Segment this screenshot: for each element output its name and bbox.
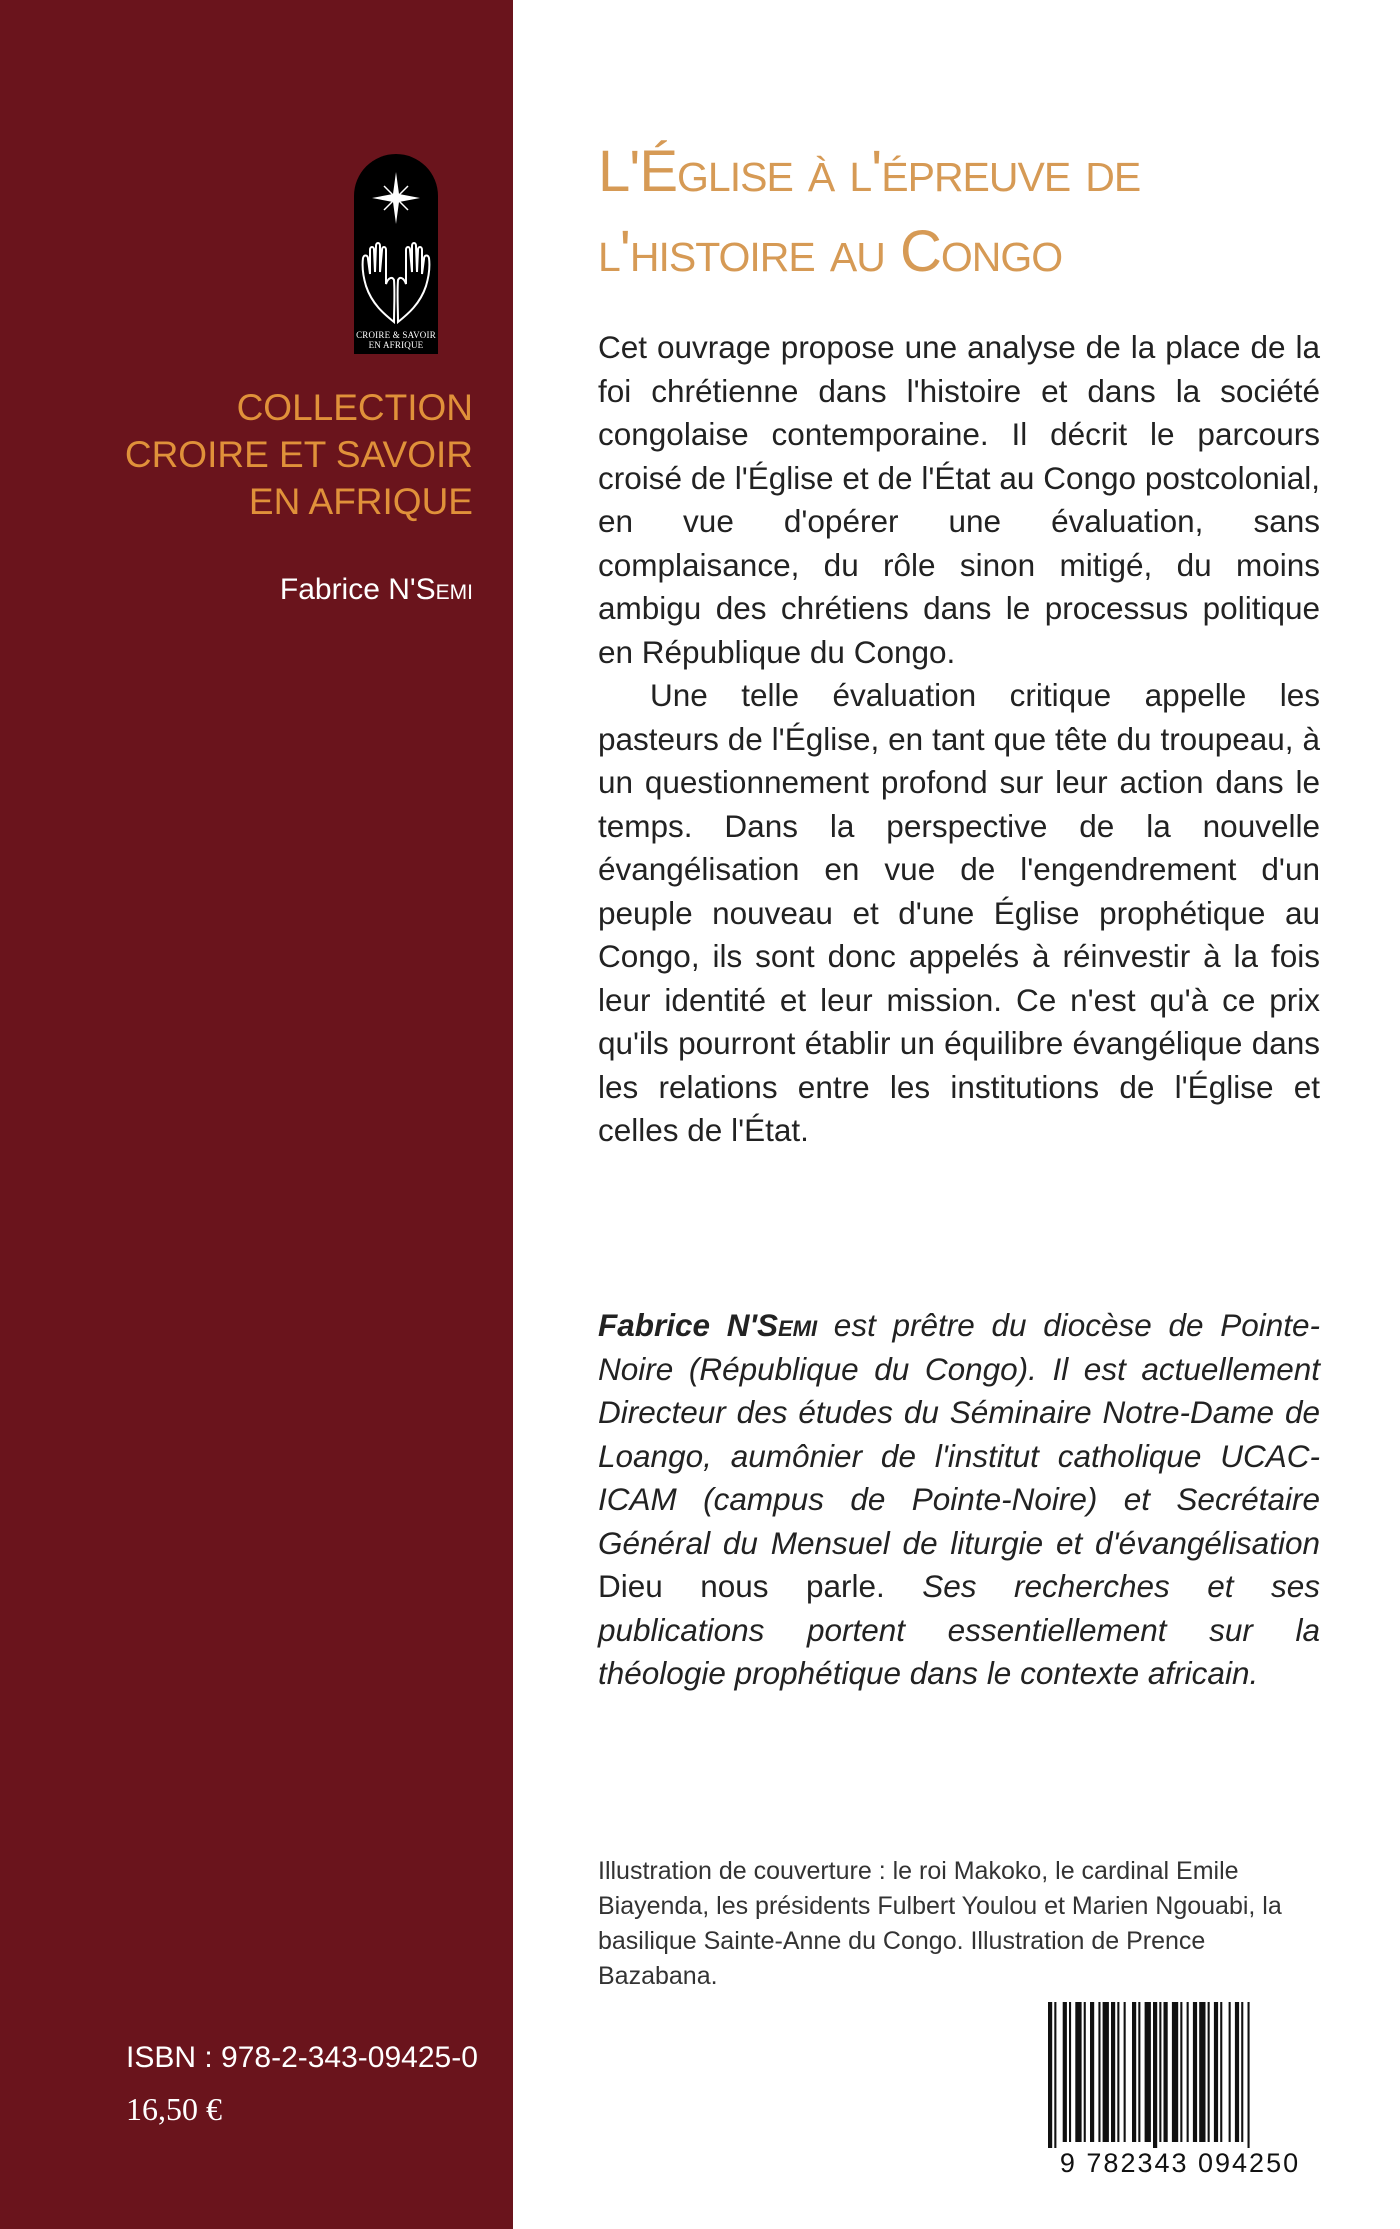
- author-first-name: Fabrice N': [279, 573, 416, 606]
- barcode-bar: [1103, 2002, 1109, 2142]
- book-description: [598, 326, 1320, 1153]
- barcode-digits: 9 782343 094250: [1059, 2148, 1301, 2178]
- cover-illustration-credit: Illustration de couverture : le roi Makoko, le cardinal Emile Biayenda, les présidents Fulbert Youlou et Marien Ngouabi, la basilique Sainte-Anne du Congo. Illustration de Prence Bazabana.: [598, 1857, 1282, 1990]
- barcode-bar: [1220, 2002, 1222, 2142]
- logo-text-line2: EN AFRIQUE: [368, 340, 424, 350]
- barcode-bar: [1159, 2002, 1161, 2142]
- barcode-bar: [1063, 2002, 1067, 2142]
- logo-text-line1: CROIRE & SAVOIR: [356, 330, 436, 340]
- price-label: 16,50 €: [126, 2091, 222, 2127]
- bio-publication-title: Dieu nous parle.: [598, 1568, 885, 1604]
- bio-author-last: Semi: [756, 1307, 818, 1343]
- barcode-bar: [1117, 2002, 1119, 2142]
- barcode-bar: [1084, 2002, 1086, 2142]
- description-paragraph-1: Cet ouvrage propose une analyse de la place de la foi chrétienne dans l'histoire et dans la société congolaise contemporaine. Il décrit le parcours croisé de l'Église et de l'État au Congo postcolonial, en vue d'opérer une évaluation, sans complaisance, du rôle sinon mitigé, du moins ambigu des chrétiens dans le processus politique en République du Congo.: [598, 329, 1320, 670]
- barcode-bar: [1214, 2002, 1218, 2142]
- author-biography: [598, 1304, 1320, 1696]
- barcode-bar: [1145, 2002, 1151, 2142]
- praying-hands-icon: [354, 154, 438, 354]
- barcode-bar: [1229, 2002, 1231, 2142]
- barcode-bars: [1040, 1998, 1320, 2148]
- collection-line: EN AFRIQUE: [248, 481, 473, 522]
- barcode-bar: [1172, 2002, 1178, 2142]
- barcode-bar: [1138, 2002, 1140, 2142]
- barcode-bar: [1090, 2002, 1094, 2142]
- book-title: [598, 132, 1338, 292]
- description-paragraph-2: Une telle évaluation critique appelle les pasteurs de l'Église, en tant que tête du troupeau, à un questionnement profond sur leur action dans le temps. Dans la perspective de la nouvelle évangélisation en vue de l'engendrement d'un peuple nouveau et d'une Église prophétique au Congo, ils sont donc appelés à réinvestir à la fois leur identité et leur mission. Ce n'est qu'à ce prix qu'ils pourront établir un équilibre évangélique dans les relations entre les institutions de l'Église et celles de l'État.: [598, 677, 1320, 1148]
- isbn-number: ISBN : 978-2-343-09425-0: [126, 2041, 478, 2074]
- barcode-bar: [1241, 2002, 1243, 2142]
- barcode-bar: [1193, 2002, 1197, 2142]
- barcode-bar: [1164, 2002, 1168, 2142]
- book-title-line2: l'histoire au Congo: [598, 219, 1063, 284]
- barcode-bar: [1075, 2002, 1081, 2142]
- bio-text-part1: est prêtre du diocèse de Pointe-Noire (République du Congo). Il est actuellement Directeur des études du Séminaire Notre-Dame de Loango, aumônier de l'institut catholique UCAC-ICAM (campus de Pointe-Noire) et Secrétaire Général du Mensuel de liturgie et d'évangélisation: [598, 1307, 1320, 1561]
- book-title-line1: L'Église à l'épreuve de: [598, 139, 1141, 204]
- barcode-bar: [1153, 2002, 1157, 2148]
- author-last-name: Semi: [415, 573, 473, 606]
- collection-line: COLLECTION: [236, 387, 473, 428]
- barcode-bar: [1111, 2002, 1115, 2142]
- barcode-bar: [1132, 2002, 1136, 2142]
- collection-line: CROIRE ET SAVOIR: [124, 434, 473, 475]
- sidebar-author-name: [33, 572, 473, 608]
- barcode-bar: [1069, 2002, 1071, 2142]
- isbn-barcode: [1040, 1998, 1320, 2188]
- barcode-bar: [1054, 2002, 1056, 2148]
- barcode-bar: [1180, 2002, 1182, 2142]
- publisher-logo: [354, 154, 438, 354]
- barcode-bar: [1208, 2002, 1210, 2142]
- sidebar-panel: [0, 0, 513, 2229]
- collection-name: [33, 384, 473, 525]
- barcode-bar: [1187, 2002, 1189, 2142]
- barcode-bar: [1235, 2002, 1239, 2142]
- barcode-bar: [1124, 2002, 1126, 2142]
- barcode-bar: [1048, 2002, 1052, 2148]
- barcode-bar: [1248, 2002, 1250, 2148]
- bio-text-part2: Ses recherches et ses publications portent essentiellement sur la théologie prophétique dans le contexte africain.: [598, 1568, 1320, 1691]
- barcode-bar: [1199, 2002, 1205, 2142]
- barcode-bar: [1098, 2002, 1100, 2142]
- bio-author-first: Fabrice N': [598, 1307, 757, 1343]
